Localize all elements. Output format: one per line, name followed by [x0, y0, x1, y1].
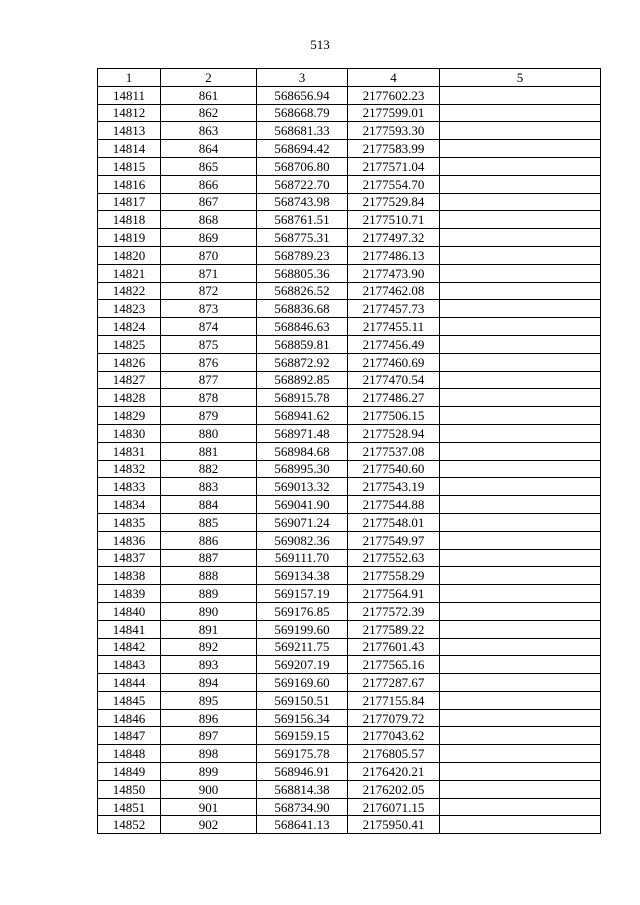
table-row — [98, 157, 601, 175]
table-cell-col-5 — [440, 246, 601, 264]
table-cell-col-3: 568734.90 — [257, 798, 348, 816]
table-cell-col-2: 885 — [161, 513, 257, 531]
table-cell-col-3: 568789.23 — [257, 246, 348, 264]
table-cell-col-1: 14831 — [98, 442, 161, 460]
table-cell-col-1: 14849 — [98, 763, 161, 781]
table-cell-col-5 — [440, 745, 601, 763]
table-cell-col-5 — [440, 389, 601, 407]
table-cell-col-3: 568971.48 — [257, 424, 348, 442]
table-cell-col-1: 14818 — [98, 211, 161, 229]
table-cell-col-3: 569111.70 — [257, 549, 348, 567]
table-row — [98, 763, 601, 781]
table-row — [98, 531, 601, 549]
table-cell-col-4: 2176071.15 — [348, 798, 440, 816]
table-cell-col-3: 569041.90 — [257, 496, 348, 514]
table-cell-col-2: 900 — [161, 780, 257, 798]
table-row — [98, 549, 601, 567]
table-cell-col-2: 881 — [161, 442, 257, 460]
table-cell-col-2: 887 — [161, 549, 257, 567]
coordinates-table — [97, 68, 601, 834]
table-cell-col-4: 2177589.22 — [348, 620, 440, 638]
table-cell-col-2: 883 — [161, 478, 257, 496]
table-cell-col-4: 2176805.57 — [348, 745, 440, 763]
table-cell-col-1: 14816 — [98, 175, 161, 193]
table-cell-col-1: 14824 — [98, 318, 161, 336]
table-row — [98, 424, 601, 442]
table-row — [98, 175, 601, 193]
table-cell-col-3: 569176.85 — [257, 602, 348, 620]
table-row — [98, 211, 601, 229]
table-cell-col-4: 2177601.43 — [348, 638, 440, 656]
table-cell-col-1: 14847 — [98, 727, 161, 745]
table-row — [98, 122, 601, 140]
table-cell-col-1: 14825 — [98, 335, 161, 353]
table-cell-col-2: 879 — [161, 407, 257, 425]
table-cell-col-4: 2177456.49 — [348, 335, 440, 353]
table-row — [98, 246, 601, 264]
table-cell-col-4: 2177043.62 — [348, 727, 440, 745]
table-cell-col-5 — [440, 157, 601, 175]
table-cell-col-4: 2177529.84 — [348, 193, 440, 211]
table-row — [98, 709, 601, 727]
table-cell-col-5 — [440, 513, 601, 531]
table-cell-col-2: 895 — [161, 691, 257, 709]
table-cell-col-1: 14834 — [98, 496, 161, 514]
table-row — [98, 585, 601, 603]
table-row — [98, 229, 601, 247]
table-cell-col-3: 569157.19 — [257, 585, 348, 603]
table-cell-col-3: 569082.36 — [257, 531, 348, 549]
table-row — [98, 478, 601, 496]
table-cell-col-2: 866 — [161, 175, 257, 193]
table-cell-col-4: 2177528.94 — [348, 424, 440, 442]
table-cell-col-1: 14841 — [98, 620, 161, 638]
table-cell-col-3: 569134.38 — [257, 567, 348, 585]
table-cell-col-2: 896 — [161, 709, 257, 727]
header-cell-1: 1 — [98, 69, 161, 87]
table-cell-col-2: 868 — [161, 211, 257, 229]
table-cell-col-4: 2177473.90 — [348, 264, 440, 282]
table-cell-col-3: 568681.33 — [257, 122, 348, 140]
table-cell-col-5 — [440, 175, 601, 193]
table-cell-col-3: 568722.70 — [257, 175, 348, 193]
table-cell-col-5 — [440, 798, 601, 816]
table-row — [98, 496, 601, 514]
table-row — [98, 780, 601, 798]
table-row — [98, 264, 601, 282]
table-cell-col-2: 861 — [161, 86, 257, 104]
table-row — [98, 300, 601, 318]
table-cell-col-5 — [440, 460, 601, 478]
table-cell-col-4: 2177537.08 — [348, 442, 440, 460]
table-cell-col-3: 568872.92 — [257, 353, 348, 371]
table-cell-col-4: 2177599.01 — [348, 104, 440, 122]
table-cell-col-1: 14819 — [98, 229, 161, 247]
table-cell-col-3: 569013.32 — [257, 478, 348, 496]
table-cell-col-2: 897 — [161, 727, 257, 745]
table-cell-col-2: 876 — [161, 353, 257, 371]
table-cell-col-3: 569150.51 — [257, 691, 348, 709]
table-cell-col-1: 14843 — [98, 656, 161, 674]
table-row — [98, 318, 601, 336]
table-row — [98, 816, 601, 834]
table-cell-col-3: 568984.68 — [257, 442, 348, 460]
table-row — [98, 656, 601, 674]
table-row — [98, 602, 601, 620]
table-cell-col-5 — [440, 193, 601, 211]
table-cell-col-5 — [440, 371, 601, 389]
table-cell-col-2: 892 — [161, 638, 257, 656]
table-cell-col-2: 869 — [161, 229, 257, 247]
table-cell-col-4: 2177510.71 — [348, 211, 440, 229]
table-cell-col-3: 569199.60 — [257, 620, 348, 638]
table-cell-col-4: 2177572.39 — [348, 602, 440, 620]
table-cell-col-4: 2177552.63 — [348, 549, 440, 567]
table-row — [98, 798, 601, 816]
table-cell-col-4: 2177455.11 — [348, 318, 440, 336]
table-cell-col-1: 14830 — [98, 424, 161, 442]
table-cell-col-5 — [440, 335, 601, 353]
table-cell-col-5 — [440, 424, 601, 442]
table-cell-col-5 — [440, 567, 601, 585]
table-cell-col-4: 2177486.27 — [348, 389, 440, 407]
table-cell-col-4: 2177497.32 — [348, 229, 440, 247]
table-cell-col-5 — [440, 122, 601, 140]
table-cell-col-4: 2177457.73 — [348, 300, 440, 318]
table-row — [98, 140, 601, 158]
table-cell-col-3: 569211.75 — [257, 638, 348, 656]
table-cell-col-5 — [440, 496, 601, 514]
table-cell-col-4: 2177287.67 — [348, 674, 440, 692]
table-cell-col-2: 899 — [161, 763, 257, 781]
table-cell-col-1: 14823 — [98, 300, 161, 318]
table-cell-col-3: 569207.19 — [257, 656, 348, 674]
table-cell-col-2: 877 — [161, 371, 257, 389]
table-cell-col-3: 568743.98 — [257, 193, 348, 211]
table-cell-col-1: 14811 — [98, 86, 161, 104]
table-cell-col-1: 14852 — [98, 816, 161, 834]
table-cell-col-3: 568761.51 — [257, 211, 348, 229]
table-cell-col-2: 893 — [161, 656, 257, 674]
table-cell-col-4: 2177544.88 — [348, 496, 440, 514]
table-cell-col-3: 568859.81 — [257, 335, 348, 353]
table-row — [98, 745, 601, 763]
table-cell-col-2: 865 — [161, 157, 257, 175]
table-cell-col-2: 898 — [161, 745, 257, 763]
header-cell-3: 3 — [257, 69, 348, 87]
table-cell-col-1: 14836 — [98, 531, 161, 549]
table-cell-col-3: 568892.85 — [257, 371, 348, 389]
table-cell-col-2: 891 — [161, 620, 257, 638]
table-cell-col-1: 14851 — [98, 798, 161, 816]
table-cell-col-1: 14844 — [98, 674, 161, 692]
table-cell-col-2: 882 — [161, 460, 257, 478]
table-cell-col-2: 902 — [161, 816, 257, 834]
table-cell-col-4: 2177462.08 — [348, 282, 440, 300]
table-cell-col-3: 568641.13 — [257, 816, 348, 834]
table-cell-col-3: 568836.68 — [257, 300, 348, 318]
table-cell-col-5 — [440, 585, 601, 603]
table-row — [98, 282, 601, 300]
table-cell-col-2: 872 — [161, 282, 257, 300]
table-cell-col-1: 14817 — [98, 193, 161, 211]
table-row — [98, 620, 601, 638]
table-cell-col-4: 2177548.01 — [348, 513, 440, 531]
table-cell-col-1: 14845 — [98, 691, 161, 709]
table-cell-col-2: 864 — [161, 140, 257, 158]
table-cell-col-4: 2177602.23 — [348, 86, 440, 104]
table-cell-col-1: 14846 — [98, 709, 161, 727]
table-cell-col-5 — [440, 282, 601, 300]
header-cell-5: 5 — [440, 69, 601, 87]
table-cell-col-3: 569159.15 — [257, 727, 348, 745]
table-cell-col-3: 568694.42 — [257, 140, 348, 158]
table-cell-col-1: 14842 — [98, 638, 161, 656]
table-cell-col-2: 886 — [161, 531, 257, 549]
table-cell-col-5 — [440, 478, 601, 496]
table-cell-col-3: 569156.34 — [257, 709, 348, 727]
table-cell-col-1: 14828 — [98, 389, 161, 407]
table-row — [98, 371, 601, 389]
table-cell-col-3: 568656.94 — [257, 86, 348, 104]
table-cell-col-3: 568805.36 — [257, 264, 348, 282]
page-number: 513 — [310, 37, 330, 52]
table-cell-col-2: 889 — [161, 585, 257, 603]
table-row — [98, 674, 601, 692]
table-cell-col-2: 890 — [161, 602, 257, 620]
table-cell-col-2: 875 — [161, 335, 257, 353]
table-cell-col-3: 569071.24 — [257, 513, 348, 531]
table-row — [98, 460, 601, 478]
table-cell-col-2: 871 — [161, 264, 257, 282]
table-row — [98, 638, 601, 656]
table-cell-col-4: 2177558.29 — [348, 567, 440, 585]
header-cell-2: 2 — [161, 69, 257, 87]
table-cell-col-2: 870 — [161, 246, 257, 264]
table-cell-col-3: 568775.31 — [257, 229, 348, 247]
table-cell-col-1: 14837 — [98, 549, 161, 567]
table-cell-col-2: 894 — [161, 674, 257, 692]
table-cell-col-4: 2177564.91 — [348, 585, 440, 603]
table-cell-col-1: 14820 — [98, 246, 161, 264]
table-row — [98, 104, 601, 122]
table-cell-col-5 — [440, 140, 601, 158]
table-row — [98, 727, 601, 745]
table-cell-col-4: 2177554.70 — [348, 175, 440, 193]
table-cell-col-1: 14827 — [98, 371, 161, 389]
table-cell-col-1: 14838 — [98, 567, 161, 585]
table-cell-col-2: 888 — [161, 567, 257, 585]
table-cell-col-4: 2175950.41 — [348, 816, 440, 834]
table-row — [98, 567, 601, 585]
table-cell-col-4: 2177565.16 — [348, 656, 440, 674]
table-cell-col-2: 863 — [161, 122, 257, 140]
table-cell-col-5 — [440, 780, 601, 798]
table-cell-col-2: 880 — [161, 424, 257, 442]
table-cell-col-2: 901 — [161, 798, 257, 816]
table-cell-col-5 — [440, 638, 601, 656]
table-cell-col-5 — [440, 727, 601, 745]
table-cell-col-5 — [440, 674, 601, 692]
table-cell-col-3: 569169.60 — [257, 674, 348, 692]
table-cell-col-2: 873 — [161, 300, 257, 318]
table-cell-col-4: 2177486.13 — [348, 246, 440, 264]
table-row — [98, 353, 601, 371]
table-cell-col-5 — [440, 86, 601, 104]
table-cell-col-3: 568668.79 — [257, 104, 348, 122]
table-cell-col-1: 14826 — [98, 353, 161, 371]
table-cell-col-5 — [440, 763, 601, 781]
table-cell-col-3: 569175.78 — [257, 745, 348, 763]
table-cell-col-5 — [440, 620, 601, 638]
table-cell-col-5 — [440, 602, 601, 620]
table-row — [98, 86, 601, 104]
table-cell-col-3: 568706.80 — [257, 157, 348, 175]
table-cell-col-5 — [440, 816, 601, 834]
table-cell-col-3: 568946.91 — [257, 763, 348, 781]
table-cell-col-1: 14829 — [98, 407, 161, 425]
table-cell-col-2: 884 — [161, 496, 257, 514]
table-cell-col-5 — [440, 211, 601, 229]
table-cell-col-5 — [440, 656, 601, 674]
table-row — [98, 389, 601, 407]
table-cell-col-4: 2177470.54 — [348, 371, 440, 389]
table-cell-col-4: 2177506.15 — [348, 407, 440, 425]
table-header — [98, 69, 601, 87]
table-cell-col-4: 2177540.60 — [348, 460, 440, 478]
table-cell-col-4: 2177571.04 — [348, 157, 440, 175]
table-cell-col-5 — [440, 353, 601, 371]
table-cell-col-4: 2177593.30 — [348, 122, 440, 140]
table-row — [98, 193, 601, 211]
table-cell-col-5 — [440, 531, 601, 549]
table-cell-col-1: 14813 — [98, 122, 161, 140]
table-cell-col-4: 2177460.69 — [348, 353, 440, 371]
table-cell-col-4: 2177543.19 — [348, 478, 440, 496]
table-cell-col-1: 14822 — [98, 282, 161, 300]
table-row — [98, 442, 601, 460]
table-cell-col-5 — [440, 229, 601, 247]
table-row — [98, 407, 601, 425]
table-cell-col-4: 2176202.05 — [348, 780, 440, 798]
table-body — [98, 86, 601, 833]
table-cell-col-5 — [440, 442, 601, 460]
table-cell-col-5 — [440, 300, 601, 318]
table-cell-col-1: 14815 — [98, 157, 161, 175]
table-cell-col-4: 2177583.99 — [348, 140, 440, 158]
table-cell-col-1: 14814 — [98, 140, 161, 158]
table-cell-col-3: 568814.38 — [257, 780, 348, 798]
table-cell-col-1: 14812 — [98, 104, 161, 122]
table-cell-col-4: 2177079.72 — [348, 709, 440, 727]
header-row — [98, 69, 601, 87]
table-cell-col-1: 14840 — [98, 602, 161, 620]
header-cell-4: 4 — [348, 69, 440, 87]
table-cell-col-2: 874 — [161, 318, 257, 336]
table-cell-col-5 — [440, 407, 601, 425]
table-row — [98, 513, 601, 531]
table-cell-col-1: 14832 — [98, 460, 161, 478]
table-cell-col-5 — [440, 549, 601, 567]
table-row — [98, 335, 601, 353]
table-cell-col-3: 568941.62 — [257, 407, 348, 425]
table-cell-col-2: 862 — [161, 104, 257, 122]
table-cell-col-3: 568826.52 — [257, 282, 348, 300]
table-cell-col-4: 2177549.97 — [348, 531, 440, 549]
table-cell-col-1: 14839 — [98, 585, 161, 603]
table-cell-col-1: 14821 — [98, 264, 161, 282]
table-cell-col-4: 2177155.84 — [348, 691, 440, 709]
table-cell-col-3: 568915.78 — [257, 389, 348, 407]
table-cell-col-1: 14850 — [98, 780, 161, 798]
table-row — [98, 691, 601, 709]
table-cell-col-4: 2176420.21 — [348, 763, 440, 781]
table-cell-col-5 — [440, 709, 601, 727]
table-cell-col-5 — [440, 691, 601, 709]
table-cell-col-1: 14833 — [98, 478, 161, 496]
table-cell-col-5 — [440, 104, 601, 122]
table-cell-col-2: 878 — [161, 389, 257, 407]
table-cell-col-3: 568995.30 — [257, 460, 348, 478]
table-cell-col-5 — [440, 318, 601, 336]
table-cell-col-1: 14835 — [98, 513, 161, 531]
table-cell-col-3: 568846.63 — [257, 318, 348, 336]
table-cell-col-1: 14848 — [98, 745, 161, 763]
table-cell-col-2: 867 — [161, 193, 257, 211]
table-cell-col-5 — [440, 264, 601, 282]
